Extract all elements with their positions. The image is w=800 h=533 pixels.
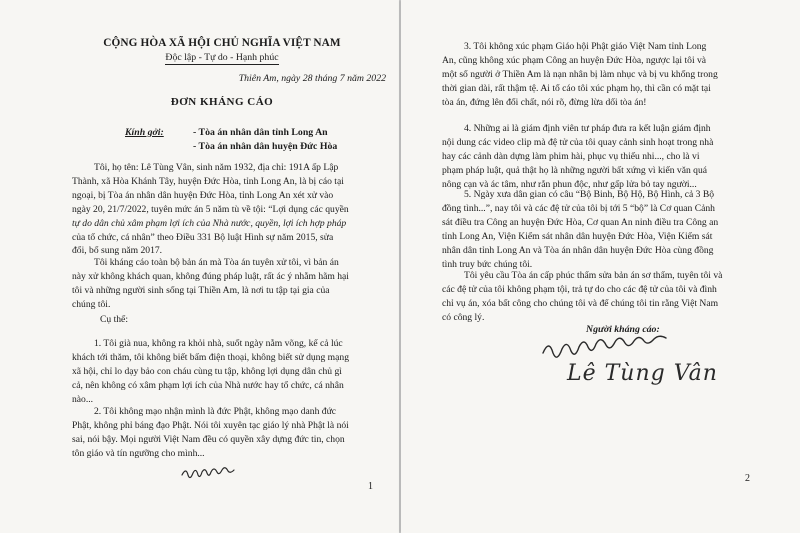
point-1: 1. Tôi già nua, không ra khỏi nhà, suốt ngày nằm võng, kể cả lúc khách tới thăm, tôi không biết bấm điện thoại, không biết sử dụng mạng xã hội, chỉ lo dạy bảo con cháu cùng tu tập, không lợi dụng dân chủ gì cả, nên không có xâm phạm lợi ích của Nhà nước hay tổ chức, cá nhân nào...	[72, 338, 349, 405]
point-2: 2. Tôi không mạo nhận mình là đức Phật, không mạo danh đức Phật, không phỉ báng đạo Phật. Nói tôi xuyên tạc giáo lý nhà Phật là nói sai, nói bậy. Mọi người Việt Nam đều có quyền xây dựng đức tin, chọn tôn giáo và tín ngưỡng cho mình...	[72, 406, 349, 459]
national-header: CỘNG HÒA XÃ HỘI CHỦ NGHĨA VIỆT NAM	[103, 37, 341, 49]
document-page-1	[0, 0, 399, 533]
point-4: 4. Những ai là giám định viên tư pháp đưa ra kết luận giám định nội dung các video clip mà đệ tử của tôi quay cảnh sinh hoạt trong nhà hay các cảnh dàn dựng làm phim hài, phục vụ thiếu nhi..., cho là vi phạm pháp luật, quả thật họ là những người bất xứng vì kiến văn quá nông cạn và ác tâm, như rắn phun độc, như gấp lửa bỏ tay người...	[442, 123, 714, 191]
page-number-2: 2	[745, 473, 750, 484]
signature-icon	[539, 333, 699, 363]
request-paragraph: Tôi yêu cầu Tòa án cấp phúc thẩm sửa bản án sơ thẩm, tuyên tôi và các đệ tử của tôi không phạm tội, trả tự do cho các đệ tử của tôi và đình chỉ vụ án, xóa bất công cho chúng tôi và để chúng tôi tin rằng Việt Nam có công lý.	[442, 270, 723, 324]
point-5: 5. Ngày xưa dân gian có câu “Bộ Binh, Bộ Hộ, Bộ Hình, cả 3 Bộ đồng tình...”, nay tôi và các đệ tử của tôi bị tới 5 “bộ” là Cơ quan Cảnh sát điều tra Công an huyện Đức Hòa, Cơ quan An ninh điều tra Công an tỉnh Long An, Viện Kiểm sát nhân dân huyện Đức Hòa, Viện Kiểm sát nhân dân tỉnh Long An và Tòa án nhân dân huyện Đức Hòa cùng đồng tình truy bức chúng tôi.	[442, 189, 719, 271]
document-page-2	[401, 0, 800, 533]
motto: Độc lập - Tự do - Hạnh phúc	[165, 52, 279, 63]
recipient-provincial-court: - Tòa án nhân dân tỉnh Long An	[193, 127, 328, 138]
document-date: Thiên Am, ngày 28 tháng 7 năm 2022	[238, 73, 386, 84]
cu-the-heading: Cụ thể:	[100, 314, 128, 325]
kinh-gui-label: Kính gởi:	[125, 127, 164, 138]
document-title: ĐƠN KHÁNG CÁO	[170, 96, 274, 108]
signer-name: Lê Tùng Vân	[567, 361, 718, 386]
recipient-district-court: - Tòa án nhân dân huyện Đức Hòa	[193, 141, 338, 152]
appeal-paragraph: Tôi kháng cáo toàn bộ bản án mà Tòa án tuyên xử tôi, vì bản án này xử không khách quan, không đúng pháp luật, rất ác ý nhằm hãm hại tôi và những người sinh sống tại Thiền Am, là nơi tu tập tại gia của chúng tôi.	[72, 257, 349, 310]
page-number-1: 1	[368, 481, 373, 492]
signer-label: Người kháng cáo:	[586, 324, 660, 335]
intro-paragraph: Tôi, họ tên: Lê Tùng Vân, sinh năm 1932, địa chỉ: 191A ấp Lập Thành, xã Hòa Khánh Tây, huyện Đức Hòa, tỉnh Long An, là bị cáo tại ngoại, bị Tòa án nhân dân huyện Đức Hòa, tỉnh Long An xét xử vào ngày 20, 21/7/2022, tuyên mức án 5 năm tù về tội: “Lợi dụng các quyền tự do dân chủ xâm phạm lợi ích của Nhà nước, quyền, lợi ích hợp pháp của tổ chức, cá nhân” theo Điều 331 Bộ luật Hình sự năm 2015, sửa đổi, bổ sung năm 2017.	[72, 162, 349, 257]
small-signature-icon	[180, 463, 250, 481]
point-3: 3. Tôi không xúc phạm Giáo hội Phật giáo Việt Nam tỉnh Long An, cũng không xúc phạm Công an huyện Đức Hòa, ngược lại tôi và một số người ở Thiền Am là nạn nhân bị làm nhục và bị vu khống trong thời gian dài, rất thậm tệ. Ai tố cáo tôi xúc phạm họ, thì cần có mặt tại tòa án, đứng lên đối chất, nói rõ, đừng lừa dối tòa án!	[442, 41, 718, 109]
